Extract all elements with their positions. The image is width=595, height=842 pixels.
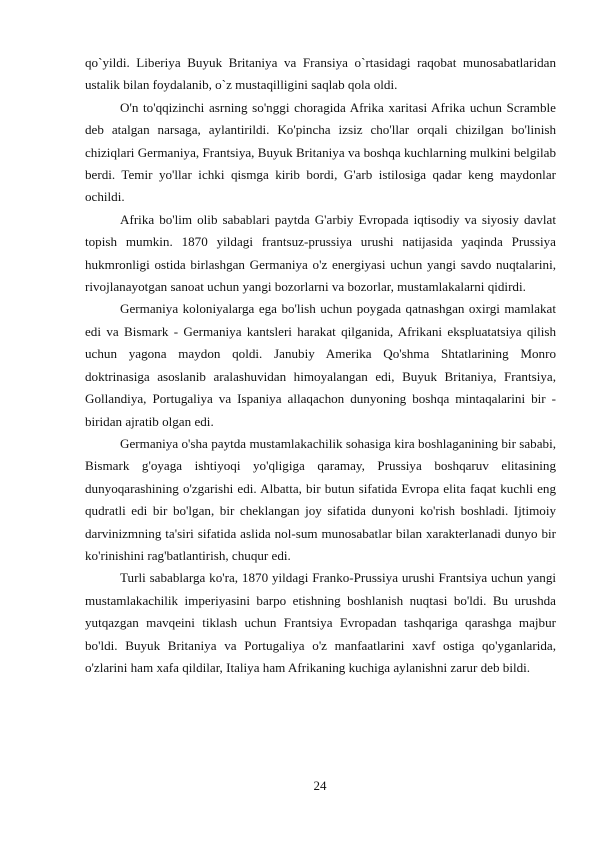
page-number: 24	[313, 778, 327, 793]
paragraph-partition-causes: Afrika bo'lim olib sabablari paytda G'arbiy Evropada iqtisodiy va siyosiy davlat topish mumkin. 1870 yildagi frantsuz-prussiya urushi natijasida yaqinda Prussiya hukmronligi ostida birlashgan Germaniya o'z energiyasi uchun yangi savdo nuqtalarini, rivojlanayotgan sanoat uchun yangi bozorlarni va bozorlar, mustamlakalarni qidirdi.	[85, 211, 556, 295]
paragraph-prussian-elite: Germaniya o'sha paytda mustamlakachilik sohasiga kira boshlaganining bir sababi, Bismark g'oyaga ishtiyoqi yo'qligiga qaramay, Prussiya boshqaruv elitasining dunyoqarashining o'zgarishi edi. Albatta, bir butun sifatida Evropa elita faqat kuchli eng qudratli edi bir bo'lgan, bir cheklangan joy sifatida dunyoni ko'rish boshladi. Ijtimoiy darvinizmning ta'siri sifatida aslida nol-sum munosabatlar bilan xarakterlanadi dunyo bir ko'rinishini rag'batlantirish, chuqur edi.	[85, 435, 556, 563]
paragraph-france-empire: Turli sabablarga ko'ra, 1870 yildagi Franko-Prussiya urushi Frantsiya uchun yangi mustamlakachilik imperiyasini barpo etishning boshlanish nuqtasi bo'ldi. Bu urushda yutqazgan mavqeini tiklash uchun Frantsiya Evropadan tashqariga qarashga majbur bo'ldi. Buyuk Britaniya va Portugaliya o'z manfaatlarini xavf ostiga qo'yganlarida, o'zlarini ham xafa qildilar, Italiya ham Afrikaning kuchiga aylanishni zarur deb bildi.	[85, 570, 556, 675]
paragraph-germany-colonies: Germaniya koloniyalarga ega bo'lish uchun poygada qatnashgan oxirgi mamlakat edi va Bismark - Germaniya kantsleri harakat qilganida, Afrikani ekspluatatsiya qilish uchun yagona maydon qoldi. Janubiy Amerika Qo'shma Shtatlarining Monro doktrinasiga asoslanib aralashuvidan himoyalangan edi, Buyuk Britaniya, Frantsiya, Gollandiya, Portugaliya va Ispaniya allaqachon dunyoning boshqa mintaqalarini bir -biridan ajratib olgan edi.	[85, 301, 556, 429]
document-page	[85, 52, 556, 679]
paragraph-continuation: qo`yildi. Liberiya Buyuk Britaniya va Fransiya o`rtasidagi raqobat munosabatlaridan ustalik bilan foydalanib, o`z mustaqilligini saqlab qola oldi.	[85, 55, 556, 93]
paragraph-africa-scramble: O'n to'qqizinchi asrning so'nggi choragida Afrika xaritasi Afrika uchun Scramble deb atalgan narsaga, aylantirildi. Ko'pincha izsiz cho'llar orqali chizilgan bo'linish chiziqlari Germaniya, Frantsiya, Buyuk Britaniya va boshqa kuchlarning mulkini belgilab berdi. Temir yo'llar ichki qismga kirib bordi, G'arb istilosiga qadar keng maydonlar ochildi.	[85, 99, 556, 205]
